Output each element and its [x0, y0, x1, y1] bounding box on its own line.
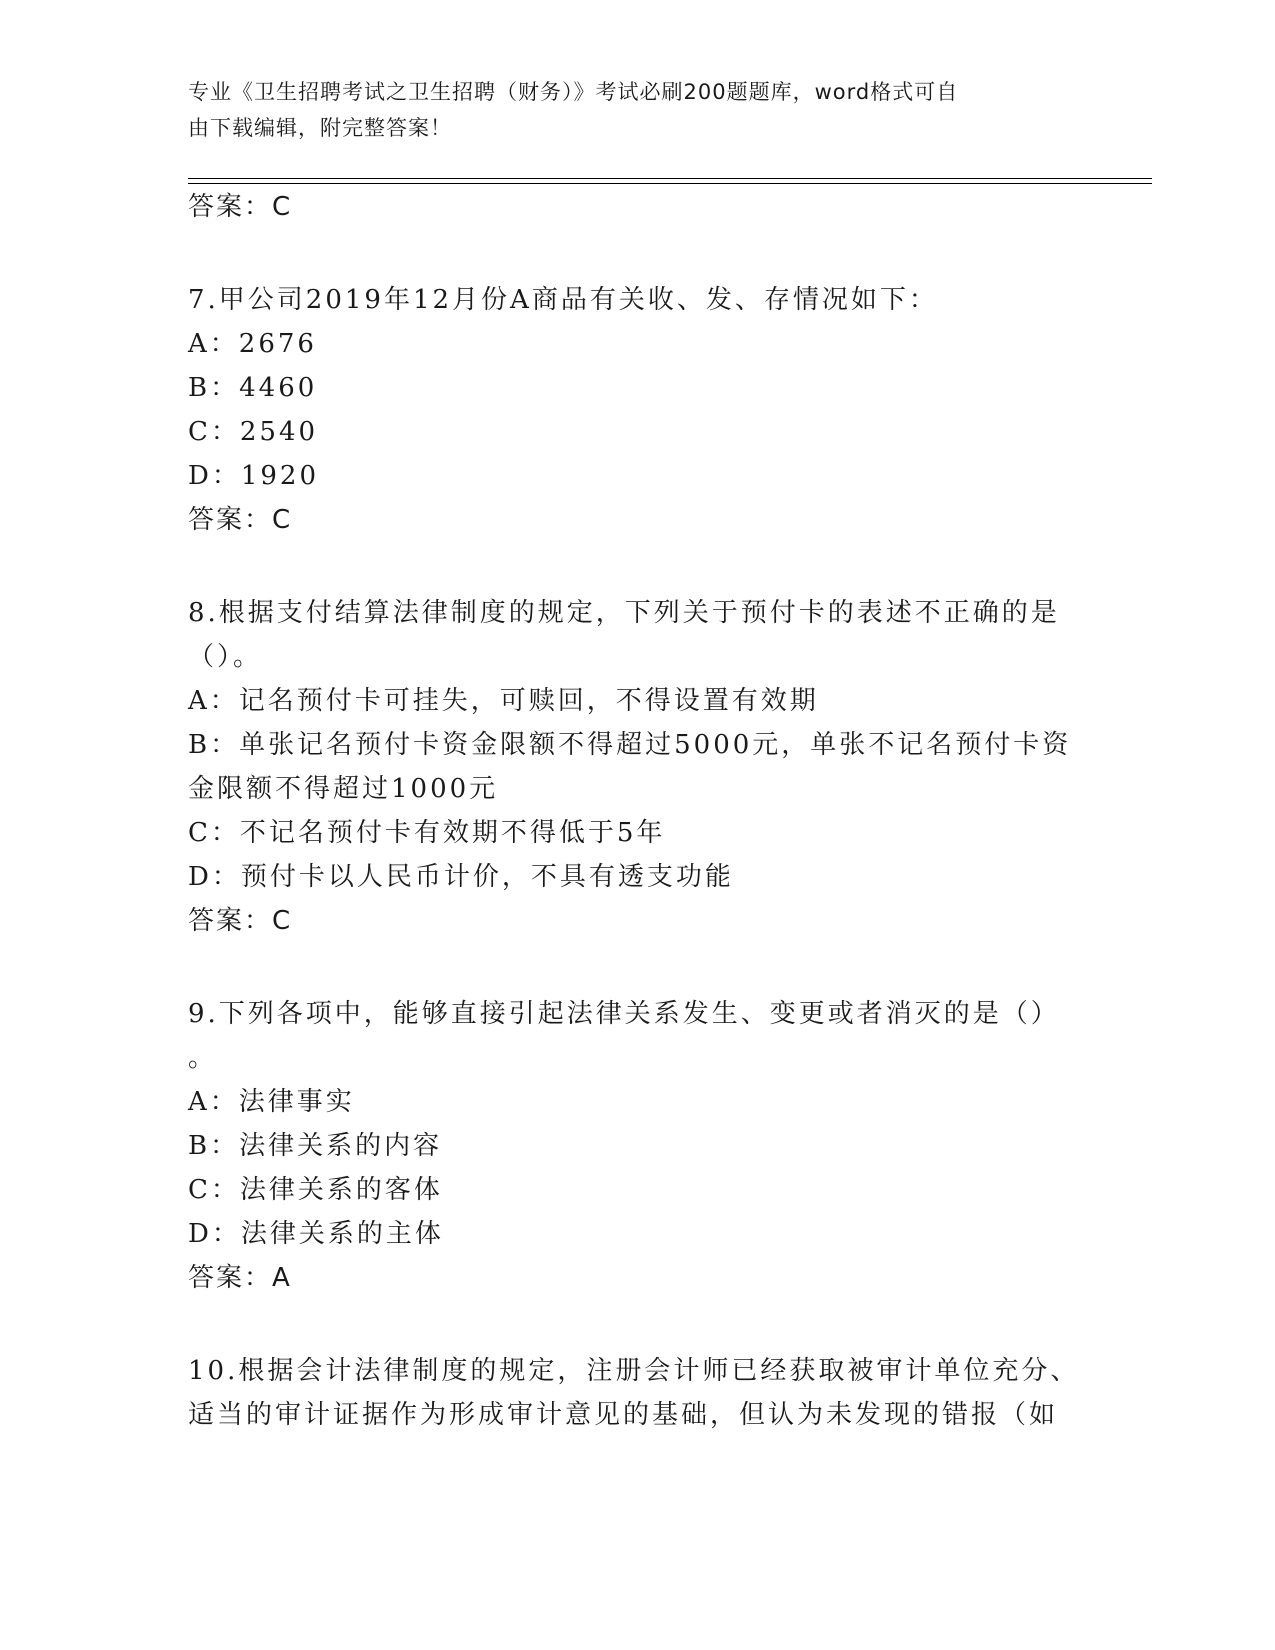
document-header — [188, 74, 1068, 146]
question-8-option-b-cont: 金限额不得超过1000元 — [188, 774, 499, 804]
question-7-option-c: C：2540 — [188, 417, 319, 447]
question-7-answer: 答案：C — [188, 505, 293, 535]
question-9-stem-line-2: 。 — [188, 1043, 218, 1073]
question-8-stem-line-1: 8.根据支付结算法律制度的规定，下列关于预付卡的表述不正确的是 — [188, 598, 1060, 628]
question-8-stem-line-2: （）。 — [188, 642, 263, 672]
question-7-stem: 7.甲公司2019年12月份A商品有关收、发、存情况如下： — [188, 285, 938, 315]
question-8-option-a: A：记名预付卡可挂失，可赎回，不得设置有效期 — [188, 686, 819, 716]
question-7-option-b: B：4460 — [188, 373, 318, 403]
question-10-stem-line-2: 适当的审计证据作为形成审计意见的基础，但认为未发现的错报（如 — [188, 1400, 1059, 1430]
question-9-option-b: B：法律关系的内容 — [188, 1131, 443, 1161]
question-8-answer: 答案：C — [188, 906, 293, 936]
header-line-1: 专业《卫生招聘考试之卫生招聘（财务）》考试必刷200题题库，word格式可自 — [188, 80, 959, 104]
question-9-answer: 答案：A — [188, 1263, 292, 1293]
header-rule-bottom — [188, 183, 1152, 184]
question-8-option-d: D：预付卡以人民币计价，不具有透支功能 — [188, 862, 734, 892]
question-7-option-d: D：1920 — [188, 461, 320, 491]
answer-prev: 答案：C — [188, 192, 293, 222]
question-7-option-a: A：2676 — [188, 329, 317, 359]
header-line-2: 由下载编辑，附完整答案！ — [188, 116, 452, 140]
question-9-option-d: D：法律关系的主体 — [188, 1219, 444, 1249]
question-9-option-a: A：法律事实 — [188, 1087, 355, 1117]
question-8-option-c: C：不记名预付卡有效期不得低于5年 — [188, 818, 666, 848]
question-9-option-c: C：法律关系的客体 — [188, 1175, 443, 1205]
header-rule-top — [188, 178, 1152, 179]
question-10-stem-line-1: 10.根据会计法律制度的规定，注册会计师已经获取被审计单位充分、 — [188, 1356, 1080, 1386]
question-8-option-b: B：单张记名预付卡资金限额不得超过5000元，单张不记名预付卡资 — [188, 730, 1072, 760]
question-9-stem-line-1: 9.下列各项中，能够直接引起法律关系发生、变更或者消灭的是（） — [188, 999, 1060, 1029]
